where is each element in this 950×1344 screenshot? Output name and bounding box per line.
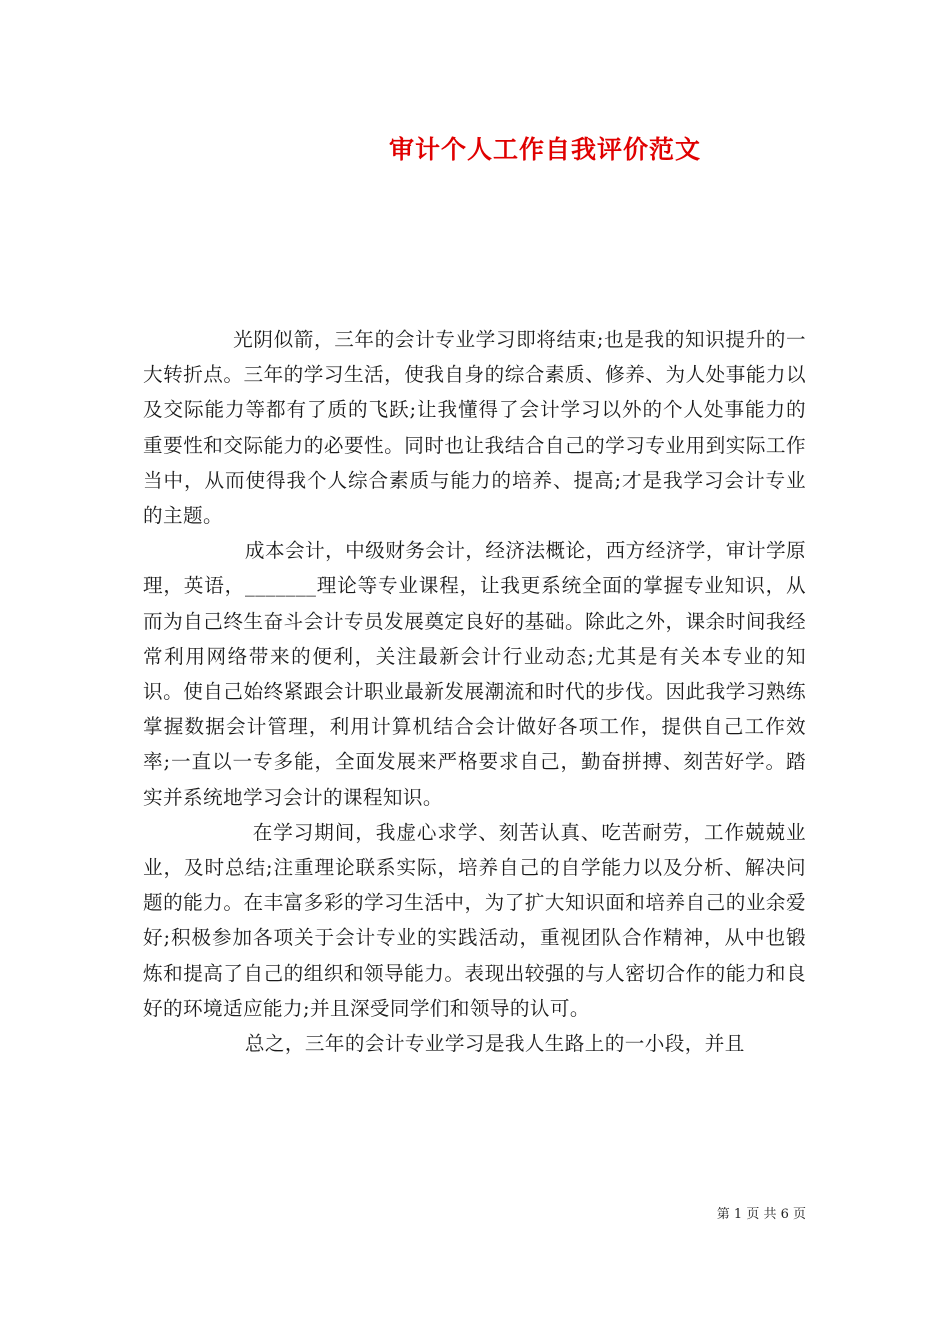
document-title: 审计个人工作自我评价范文 bbox=[388, 135, 701, 164]
paragraph-2: 成本会计，中级财务会计，经济法概论，西方经济学，审计学原理，英语，_______理论等专业课程，让我更系统全面的掌握专业知识，从而为自己终生奋斗会计专员发展奠定良好的基础。除此之外，课余时间我经常利用网络带来的便利，关注最新会计行业动态;尤其是有关本专业的知识。使自己始终紧跟会计职业最新发展潮流和时代的步伐。因此我学习熟练掌握数据会计管理，利用计算机结合会计做好各项工作，提供自己工作效率;一直以一专多能，全面发展来严格要求自己，勤奋拼搏、刻苦好学。踏实并系统地学习会计的课程知识。 bbox=[143, 539, 806, 809]
document-body bbox=[143, 322, 806, 1061]
paragraph-1: 光阴似箭，三年的会计专业学习即将结束;也是我的知识提升的一大转折点。三年的学习生活，使我自身的综合素质、修养、为人处事能力以及交际能力等都有了质的飞跃;让我懂得了会计学习以外的个人处事能力的重要性和交际能力的必要性。同时也让我结合自己的学习专业用到实际工作当中，从而使得我个人综合素质与能力的培养、提高;才是我学习会计专业的主题。 bbox=[143, 328, 806, 528]
paragraph-3: 在学习期间，我虚心求学、刻苦认真、吃苦耐劳，工作兢兢业业，及时总结;注重理论联系实际，培养自己的自学能力以及分析、解决问题的能力。在丰富多彩的学习生活中，为了扩大知识面和培养自己的业余爱好;积极参加各项关于会计专业的实践活动，重视团队合作精神，从中也锻炼和提高了自己的组织和领导能力。表现出较强的与人密切合作的能力和良好的环境适应能力;并且深受同学们和领导的认可。 bbox=[143, 820, 806, 1020]
page-footer bbox=[0, 1203, 806, 1222]
page-number: 第 1 页 共 6 页 bbox=[716, 1207, 806, 1222]
paragraph-4: 总之，三年的会计专业学习是我人生路上的一小段，并且 bbox=[244, 1032, 745, 1056]
